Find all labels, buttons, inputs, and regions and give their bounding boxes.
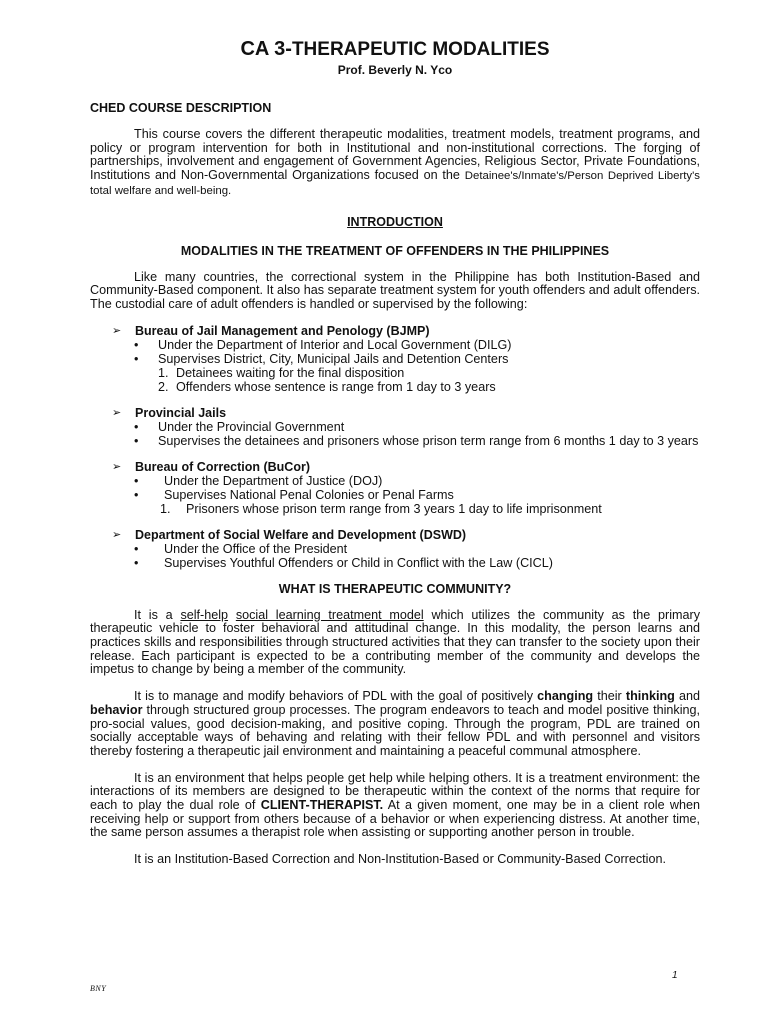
arrow-bullet-icon: ➢	[112, 528, 122, 541]
self-help-term: self-help	[180, 607, 229, 622]
tc-paragraph-2: It is to manage and modify behaviors of PDL with the goal of positively changing their thinking and behavior through structured group processes. The program endeavors to teach and model positive thinking, pro-social values, good decision-making, and positive coping. Through the program, PDL are trained on socially acceptable ways of behaving and relating with their fellow PDL and with personnel and visitors thereby fostering a therapeutic jail environment and maintaining a peaceful communal atmosphere.	[90, 689, 700, 758]
tc-paragraph-1: It is a self-help social learning treatment model which utilizes the community as the primary therapeutic vehicle to foster behavioral and attitudinal change. In this modality, the person learns and practices skills and responsibilities through structured activities that they can transfer to the society upon their release. Each participant is expected to be a contributing member of the community and develops the impetus to change by being a member of the community.	[90, 607, 700, 677]
list-item: • Under the Department of Justice (DOJ)	[134, 473, 383, 488]
ched-heading: CHED COURSE DESCRIPTION	[90, 101, 272, 115]
agency-block	[90, 528, 700, 570]
agency-name: ➢ Department of Social Welfare and Development (DSWD)	[112, 527, 467, 542]
tc-paragraph-3: It is an environment that helps people get help while helping others. It is a treatment environment: the interactions of its members are designed to be therapeutic within the context of the norms that require for each to play the dual role of CLIENT-THERAPIST. At a given moment, one may be in a client role when receiving help or support from others because of a behavior or when experiencing distress. At another time, the same person assumes a therapist role when assisting or supporting another person in trouble.	[90, 770, 700, 840]
list-item: • Under the Provincial Government	[134, 419, 345, 434]
bullet-icon: •	[134, 351, 139, 366]
course-title: THERAPEUTIC MODALITIES	[291, 39, 550, 60]
numbered-item: 1. Prisoners whose prison term range from 3 years 1 day to life imprisonment	[160, 501, 602, 516]
document-page	[90, 38, 700, 867]
social-learning-term: social learning treatment model	[235, 607, 424, 622]
agency-block	[90, 324, 700, 394]
agency-list	[90, 324, 700, 570]
course-code: CA 3-	[240, 38, 292, 60]
ched-paragraph: This course covers the different therapeutic modalities, treatment models, treatment programs, and policy or program intervention for both in Institutional and non-institutional corrections. The forging of partnerships, involvement and engagement of Government Agencies, Religious Sector, Private Foundations, Institutions and Non-Governmental Organizations focused on the Detainee's/Inmate's/Person Deprived Liberty's total welfare and well-being.	[90, 127, 700, 197]
bullet-icon: •	[134, 337, 139, 352]
bullet-icon: •	[134, 541, 139, 556]
document-title	[90, 38, 700, 61]
numbered-item: 2. Offenders whose sentence is range from 1 day to 3 years	[158, 379, 496, 394]
agency-name: ➢ Bureau of Jail Management and Penology (BJMP)	[112, 323, 430, 338]
tc-paragraph-4: It is an Institution-Based Correction and Non-Institution-Based or Community-Based Correction.	[134, 852, 666, 867]
bullet-icon: •	[134, 433, 139, 448]
list-item: • Supervises District, City, Municipal Jails and Detention Centers	[134, 351, 509, 366]
list-item: • Supervises National Penal Colonies or Penal Farms	[134, 487, 454, 502]
footer-initials: BNY	[90, 984, 107, 993]
author-name: Prof. Beverly N. Yco	[337, 63, 453, 77]
bullet-icon: •	[134, 555, 139, 570]
arrow-bullet-icon: ➢	[112, 324, 122, 337]
client-therapist-term: CLIENT-THERAPIST.	[260, 798, 384, 813]
list-item: • Supervises Youthful Offenders or Child in Conflict with the Law (CICL)	[134, 555, 553, 570]
arrow-bullet-icon: ➢	[112, 460, 122, 473]
arrow-bullet-icon: ➢	[112, 406, 122, 419]
agency-block	[90, 406, 700, 448]
bullet-icon: •	[134, 473, 139, 488]
therapeutic-community-heading: WHAT IS THERAPEUTIC COMMUNITY?	[278, 581, 512, 596]
numbered-item: 1. Detainees waiting for the final disposition	[158, 365, 405, 380]
list-item: • Supervises the detainees and prisoners whose prison term range from 6 months 1 day to 3 years	[134, 433, 699, 448]
agency-block	[90, 460, 700, 516]
modalities-heading: MODALITIES IN THE TREATMENT OF OFFENDERS IN THE PHILIPPINES	[180, 243, 610, 258]
list-item: • Under the Department of Interior and Local Government (DILG)	[134, 337, 512, 352]
bullet-icon: •	[134, 419, 139, 434]
list-item: • Under the Office of the President	[134, 541, 348, 556]
agency-name: ➢ Bureau of Correction (BuCor)	[112, 459, 310, 474]
bullet-icon: •	[134, 487, 139, 502]
page-number: 1	[672, 970, 678, 981]
agency-name: ➢ Provincial Jails	[112, 405, 227, 420]
introduction-heading: INTRODUCTION	[347, 214, 443, 229]
modalities-paragraph: Like many countries, the correctional system in the Philippine has both Institution-Based and Community-Based component. It also has separate treatment system for youth offenders and adult offenders. The custodial care of adult offenders is handled or supervised by the following:	[90, 269, 700, 311]
